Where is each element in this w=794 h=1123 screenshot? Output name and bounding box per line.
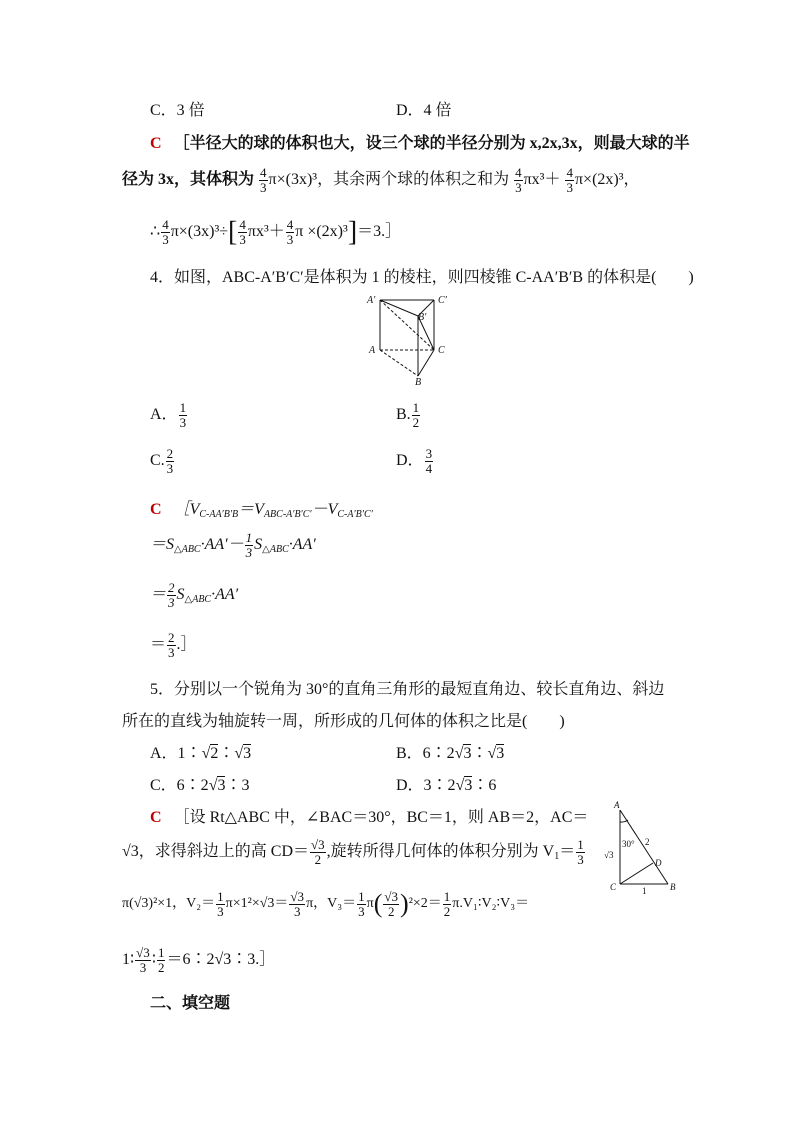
triangle-figure	[600, 800, 684, 896]
option-c: C．3 倍	[150, 102, 205, 119]
q5-solution-line3: π(√3)²×1，V₂＝ $\frac{1}{3}$ π×1²×√3＝ $\frac{√3}{3}$ π，V₃＝ $\frac{1}{3}$ π( $\frac{√3}{2}$ )²×2＝ $\frac{1}{2}$ π.V₁∶V₂∶V₃＝	[122, 888, 530, 919]
q3-solution-line2: 径为 3x，其体积为 $\frac{4}{3}$ π×(3x)³，其余两个球的体积之和为 $\frac{4}{3}$ πx³＋ $\frac{4}{3}$ π×(2x)³，	[122, 164, 640, 195]
label-c: C	[438, 345, 445, 356]
q4-option-a: A． $\frac{1}{3}$	[150, 399, 187, 430]
q5-solution-line2: √3，求得斜边上的高 CD＝ $\frac{√3}{2}$ ,旋转所得几何体的体积分别为 $V_1=$ $\frac{1}{3}$	[122, 836, 584, 867]
q4-solution-line2: $=S_{\triangle ABC}\cdot AA'-$ $\frac{1}{3}$ $S_{\triangle ABC}\cdot AA'$	[150, 529, 316, 560]
q5-stem-line2: 所在的直线为轴旋转一周，所形成的几何体的体积之比是( )	[122, 713, 565, 730]
label-c1: C′	[438, 295, 447, 306]
q4-stem: 4．如图，ABC-A′B′C′是体积为 1 的棱柱，则四棱锥 C-AA′B′B 的体积是( )	[150, 269, 694, 286]
q5-option-b: B．6∶2√3∶√3	[396, 745, 505, 762]
option-d: D．4 倍	[396, 102, 452, 119]
q4-option-c: C. $\frac{2}{3}$	[150, 445, 174, 476]
label-two: 2	[645, 837, 650, 847]
q5-option-a: A．1∶√2∶√3	[150, 745, 252, 762]
label-angle: 30°	[622, 839, 635, 849]
q4-option-d: D． $\frac{3}{4}$	[396, 445, 433, 476]
q5-option-d: D．3∶2√3∶6	[396, 777, 497, 794]
label-b: B	[415, 377, 422, 386]
q4-solution-line4: ＝ $\frac{2}{3}$ .］	[150, 629, 197, 660]
q5-stem-line1: 5．分别以一个锐角为 30°的直角三角形的最短直角边、较长直角边、斜边	[150, 681, 665, 698]
label-a1: A′	[367, 295, 376, 306]
q3-solution-line3: ∴ $\frac{4}{3}$ π×(3x)³÷[ $\frac{4}{3}$ πx³＋ $\frac{4}{3}$ π ×(2x)³]＝3.］	[150, 216, 402, 248]
q4-solution-line1: C $[V_{C-AA'B'B}=V_{ABC-A'B'C'}-V_{C-A'B'C'}$	[150, 501, 373, 520]
q5-solution-line4: 1∶ $\frac{√3}{3}$ ∶ $\frac{1}{2}$ ＝6∶2√3∶3.］	[122, 944, 276, 975]
label-a: A	[369, 345, 376, 356]
q3-solution-line1: C ［半径大的球的体积也大，设三个球的半径分别为 x,2x,3x，则最大球的半	[150, 135, 690, 152]
label-c: C	[610, 882, 617, 892]
label-one: 1	[642, 886, 647, 896]
section-heading: 二、填空题	[150, 995, 231, 1012]
q4-solution-line3: ＝ $\frac{2}{3}$ $S_{\triangle ABC}\cdot AA'$	[150, 579, 239, 610]
q4-option-b: B. $\frac{1}{2}$	[396, 399, 420, 430]
prism-figure	[362, 290, 462, 386]
label-b1: B′	[418, 312, 427, 323]
label-d: D	[655, 858, 662, 868]
q5-option-c: C．6∶2√3∶3	[150, 777, 250, 794]
label-a: A	[614, 800, 620, 810]
label-b: B	[670, 882, 676, 892]
q5-solution-line1: C ［设 Rt△ABC 中，∠BAC＝30°，BC＝1，则 AB＝2，AC＝	[150, 809, 589, 826]
answer-letter: C	[150, 135, 162, 152]
label-root3: √3	[604, 850, 614, 860]
